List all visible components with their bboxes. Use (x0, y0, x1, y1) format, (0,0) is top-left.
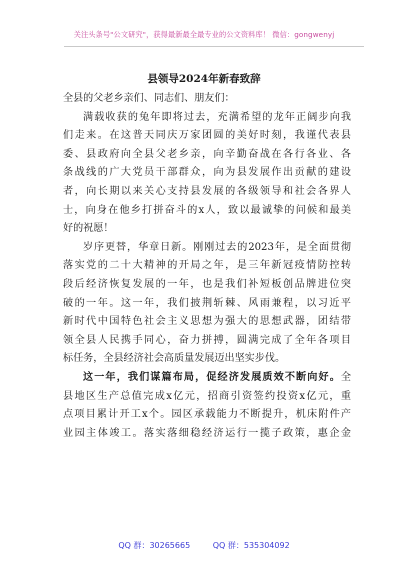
paragraph-line: 满载收获的兔年即将过去，充满希望的龙年正阔步向我 (83, 111, 351, 123)
paragraph-line: 们走来。在这普天同庆万家团圆的美好时刻，我谨代表县 (63, 130, 351, 142)
bold-lead-phrase: 这一年，我们谋篇布局，促经济发展质效不断向好。 (83, 371, 341, 383)
paragraph-line: 标任务，全县经济社会高质量发展迈出坚实步伐。 (63, 353, 286, 365)
paragraph-line: 士，向身在他乡打拼奋斗的x人，致以最诚挚的问候和最美 (63, 204, 351, 216)
paragraph-line: 县地区生产总值完成x亿元，招商引资签约投资x亿元，重 (63, 390, 351, 402)
paragraph-line: 新时代中国特色社会主义思想为强大的思想武器，团结带 (63, 316, 351, 328)
salutation: 全县的父老乡亲们、同志们、朋友们： (63, 93, 235, 104)
footer-contacts (0, 540, 408, 551)
paragraph-line: 破的一年。这一年，我们披荆斩棘、风雨兼程，以习近平 (63, 297, 351, 309)
qq-group-1: QQ 群：30265665 (118, 541, 191, 550)
paragraph-line: 岁序更替，华章日新。刚刚过去的2023年，是全面贯彻 (83, 241, 351, 253)
paragraph-line-bold-lead (63, 369, 351, 388)
paragraph-line: 条战线的广大党员干部群众，向为县发展作出贡献的建设 (63, 167, 351, 179)
header-divider (64, 46, 364, 47)
paragraph-line: 好的祝愿！ (63, 223, 114, 235)
paragraph-line: 领全县人民携手同心，奋力拼搏，圆满完成了全年各项目 (63, 334, 351, 346)
bold-lead-remainder: 全 (340, 371, 351, 383)
document-title: 县领导2024年新春致辞 (147, 73, 261, 85)
paragraph-line: 落实党的二十大精神的开局之年，是三年新冠疫情防控转 (63, 260, 351, 272)
promo-banner: 关注头条号"公文研究"，获得最新最全最专业的公文资料库！ 微信：gongwenyj (73, 30, 335, 39)
paragraph-line: 段后经济恢复发展的一年，也是我们补短板创品牌进位突 (63, 278, 351, 290)
paragraph-line: 委、县政府向全县父老乡亲，向辛勤奋战在各行各业、各 (63, 148, 351, 160)
paragraph-line: 点项目累计开工x个。园区承载能力不断提升，机床附件产 (63, 409, 351, 421)
qq-group-2: QQ 群：535304092 (212, 541, 290, 550)
document-body (63, 90, 351, 443)
paragraph-line: 业园主体竣工。落实落细稳经济运行一揽子政策，惠企金 (63, 427, 351, 439)
paragraph-line: 者，向长期以来关心支持县发展的各级领导和社会各界人 (63, 185, 351, 197)
